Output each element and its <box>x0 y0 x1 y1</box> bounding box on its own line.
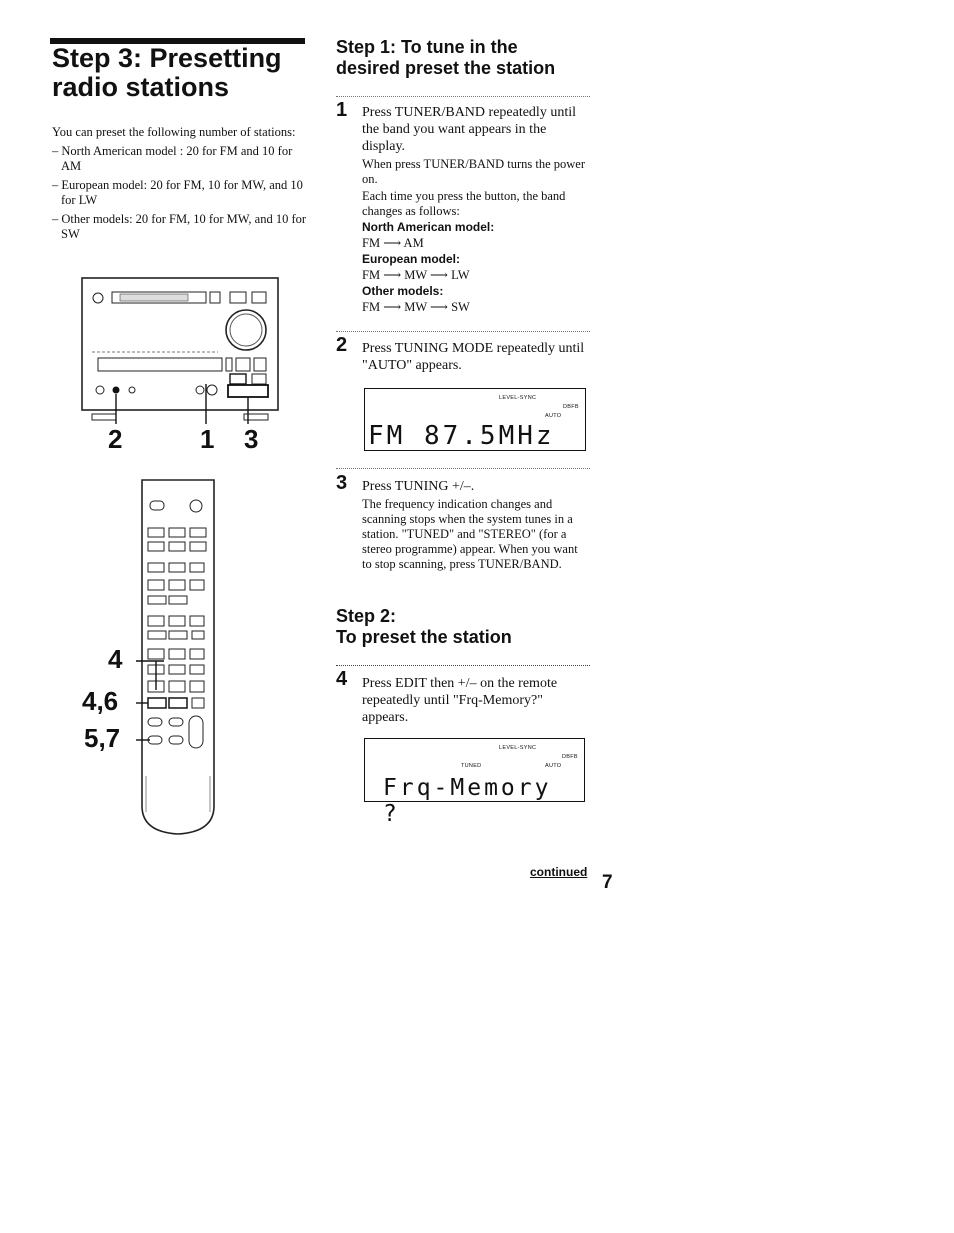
step-number-4: 4 <box>336 668 348 690</box>
north-american-label: North American model: <box>362 220 495 234</box>
european-label: European model: <box>362 252 461 266</box>
lcd-auto: AUTO <box>545 763 562 769</box>
other-models-sequence: FM ⟶ MW ⟶ SW <box>362 300 470 314</box>
european-sequence: FM ⟶ MW ⟶ LW <box>362 268 470 282</box>
step-number-1: 1 <box>336 99 348 121</box>
lcd-tuned: TUNED <box>461 763 482 769</box>
unit-callout-1: 1 <box>200 424 215 454</box>
remote-control-illustration <box>136 476 220 838</box>
divider <box>336 468 590 469</box>
divider <box>336 331 590 332</box>
north-american-sequence: FM ⟶ AM <box>362 236 424 250</box>
step1-heading-line-1: Step 1: To tune in the <box>336 37 518 57</box>
unit-callout-2: 2 <box>108 424 123 454</box>
lcd-display-memory <box>364 738 585 827</box>
unit-callout-3: 3 <box>244 424 259 454</box>
title-line-2: radio stations <box>52 72 230 102</box>
lcd-level-sync: LEVEL-SYNC <box>499 745 537 751</box>
remote-callout-4: 4 <box>108 644 123 674</box>
step-3-instruction: Press TUNING +/–. <box>362 479 475 494</box>
step-3-block <box>362 478 590 572</box>
lcd-display-frequency <box>364 388 586 451</box>
model-item-north-american: – North American model : 20 for FM and 10 for AM <box>52 144 293 173</box>
intro-paragraph: You can preset the following number of stations: <box>52 125 296 139</box>
step-number-3: 3 <box>336 472 348 494</box>
lcd-auto: AUTO <box>545 413 562 419</box>
step-1-instruction: Press TUNER/BAND repeatedly until the band you want appears in the display. <box>362 105 576 154</box>
other-models-label: Other models: <box>362 284 444 298</box>
step-1-note-band: Each time you press the button, the band changes as follows: <box>362 189 566 218</box>
step-1-block <box>362 104 592 315</box>
lcd-frequency-readout: FM 87.5MHz <box>368 421 555 451</box>
title-line-1: Step 3: Presetting <box>52 43 282 73</box>
lcd-dbfb: DBFB <box>563 404 579 410</box>
page-number: 7 <box>602 872 613 893</box>
section-title <box>52 44 312 102</box>
step-1-note-power: When press TUNER/BAND turns the power on. <box>362 157 585 186</box>
step2-heading-line-2: To preset the station <box>336 627 512 647</box>
divider <box>336 96 590 97</box>
model-item-european: – European model: 20 for FM, 10 for MW, and 10 for LW <box>52 178 303 207</box>
step-2-instruction: Press TUNING MODE repeatedly until "AUTO" appears. <box>362 341 585 373</box>
remote-callout-5-7: 5,7 <box>84 723 121 753</box>
divider <box>336 665 590 666</box>
step1-heading-line-2: desired preset the station <box>336 58 556 78</box>
lcd-memory-readout: Frq-Memory ? <box>383 775 552 827</box>
step-number-2: 2 <box>336 334 348 356</box>
lcd-level-sync: LEVEL-SYNC <box>499 395 537 401</box>
step-4-instruction: Press EDIT then +/– on the remote repeatedly until "Frq-Memory?" appears. <box>362 676 558 725</box>
step-3-note: The frequency indication changes and scanning stops when the system tunes in a station. "TUNED" and "STEREO" (for a stereo programme) appear. When you want to stop scanning, press TUNER/BAND. <box>362 497 578 571</box>
intro-text <box>52 125 307 242</box>
step1-heading <box>336 37 596 79</box>
continued-label: continued <box>530 865 588 879</box>
step2-heading <box>336 606 596 648</box>
lcd-dbfb: DBFB <box>562 754 578 760</box>
step2-heading-line-1: Step 2: <box>336 606 397 626</box>
remote-callout-4-6: 4,6 <box>82 686 119 716</box>
model-item-other: – Other models: 20 for FM, 10 for MW, and 10 for SW <box>52 212 307 241</box>
